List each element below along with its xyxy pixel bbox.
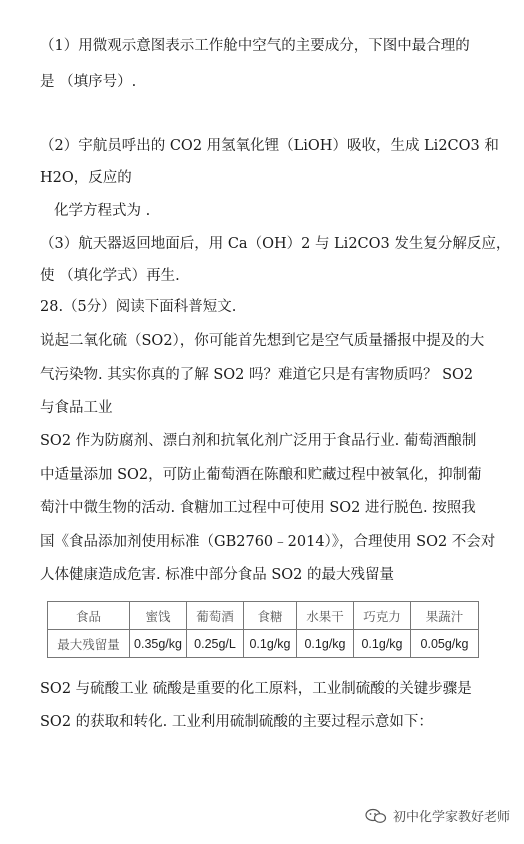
q2-line-1: （2）宇航员呼出的 CO2 用氢氧化锂（LiOH）吸收，生成 Li2CO3 和 [40, 138, 499, 154]
table-row-label: 最大残留量 [48, 630, 130, 658]
table-cell: 0.1g/kg [354, 630, 411, 658]
after-line-2: SO2 的获取和转化. 工业利用硫制硫酸的主要过程示意如下： [40, 714, 433, 730]
passage-line-4: SO2 作为防腐剂、漂白剂和抗氧化剂广泛用于食品行业. 葡萄酒酿制 [40, 433, 477, 449]
table-row [48, 630, 479, 658]
passage-line-2: 气污染物. 其实你真的了解 SO2 吗？难道它只是有害物质吗？ SO2 [40, 367, 474, 383]
table-header-cell: 食糖 [244, 602, 297, 630]
passage-line-7: 国《食品添加剂使用标准（GB2760﹣2014）》，合理使用 SO2 不会对 [40, 534, 496, 550]
passage-line-3: 与食品工业 [40, 400, 113, 416]
so2-limits-table [47, 601, 479, 658]
q2-line-2: H2O，反应的 [40, 170, 132, 186]
table-header-cell: 巧克力 [354, 602, 411, 630]
q2-line-3: 化学方程式为 . [54, 203, 151, 219]
passage-line-6: 萄汁中微生物的活动. 食糖加工过程中可使用 SO2 进行脱色. 按照我 [40, 500, 476, 516]
q3-line-2: 使 （填化学式）再生. [40, 268, 180, 284]
table-cell: 0.25g/L [187, 630, 244, 658]
table-cell: 0.1g/kg [297, 630, 354, 658]
after-line-1: SO2 与硫酸工业 硫酸是重要的化工原料，工业制硫酸的关键步骤是 [40, 681, 472, 697]
table-header-cell: 果蔬汁 [411, 602, 479, 630]
table-header-cell: 食品 [48, 602, 130, 630]
passage-line-5: 中适量添加 SO2，可防止葡萄酒在陈酿和贮藏过程中被氧化，抑制葡 [40, 467, 482, 483]
table-header-cell: 蜜饯 [130, 602, 187, 630]
table-cell: 0.1g/kg [244, 630, 297, 658]
table-cell: 0.35g/kg [130, 630, 187, 658]
wechat-icon [365, 808, 387, 824]
passage-line-1: 说起二氧化硫（SO2），你可能首先想到它是空气质量播报中提及的大 [40, 333, 485, 349]
table-header-cell: 水果干 [297, 602, 354, 630]
table-cell: 0.05g/kg [411, 630, 479, 658]
q1-line-2: 是 （填序号）. [40, 74, 137, 90]
watermark-text: 初中化学家教好老师 [392, 810, 510, 825]
q1-line-1: （1）用微观示意图表示工作舱中空气的主要成分，下图中最合理的 [40, 38, 470, 54]
watermark [365, 806, 510, 825]
table-header-cell: 葡萄酒 [187, 602, 244, 630]
q3-line-1: （3）航天器返回地面后，用 Ca（OH）2 与 Li2CO3 发生复分解反应， [40, 236, 511, 252]
passage-line-8: 人体健康造成危害. 标准中部分食品 SO2 的最大残留量 [40, 567, 394, 583]
table-header-row [48, 602, 479, 630]
question-28-title: 28.（5分）阅读下面科普短文. [40, 299, 237, 315]
